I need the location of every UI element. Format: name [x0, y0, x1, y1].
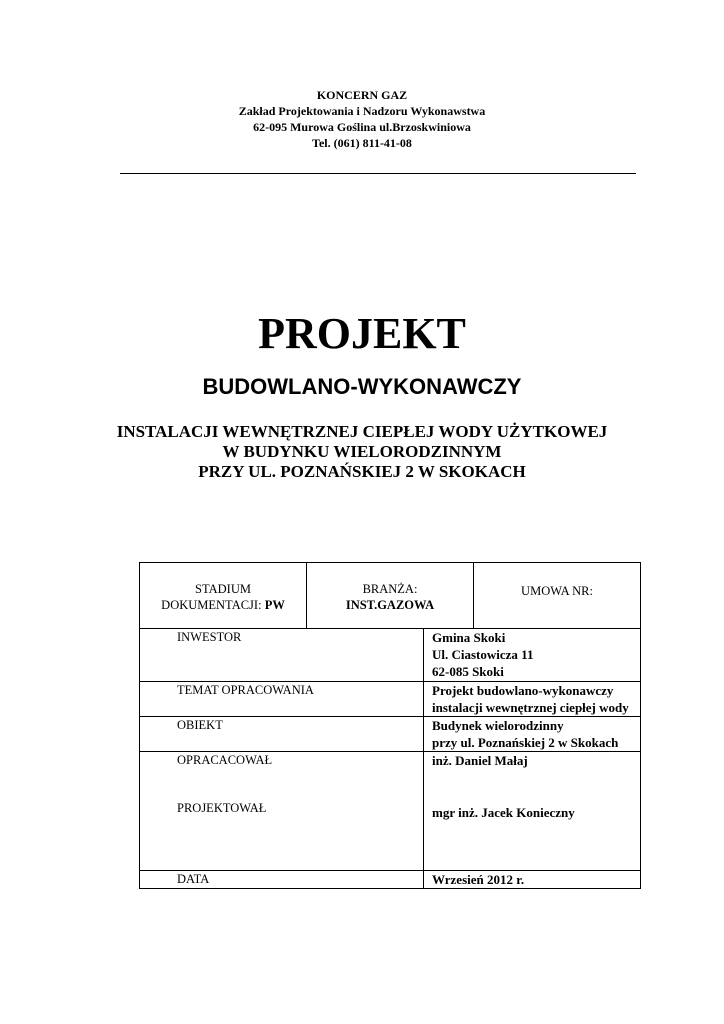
table-row: [140, 752, 641, 871]
data-value: Wrzesień 2012 r.: [424, 871, 641, 889]
umowa-label: UMOWA NR:: [521, 584, 593, 598]
opracowal-value: inż. Daniel Małaj: [432, 753, 528, 768]
metadata-row: [139, 562, 641, 628]
obiekt-line: przy ul. Poznańskiej 2 w Skokach: [432, 735, 619, 750]
table-row: [140, 871, 641, 889]
data-label: DATA: [140, 871, 424, 889]
company-department: Zakład Projektowania i Nadzoru Wykonawstwa: [238, 104, 486, 118]
branza-value: INST.GAZOWA: [345, 598, 435, 612]
company-phone: Tel. (061) 811-41-08: [312, 136, 412, 150]
obiekt-line: Budynek wielorodzinny: [432, 718, 564, 733]
inwestor-line: Ul. Ciastowicza 11: [432, 647, 534, 662]
document-title: PROJEKT: [258, 309, 466, 358]
stadium-cell: [140, 563, 306, 628]
stadium-label: STADIUM: [195, 582, 251, 596]
authors-values: [424, 752, 641, 871]
obiekt-value: [424, 717, 641, 752]
description-line: INSTALACJI WEWNĘTRZNEJ CIEPŁEJ WODY UŻYTKOWEJ: [116, 422, 608, 441]
projektowal-label: PROJEKTOWAŁ: [177, 801, 267, 815]
umowa-cell: [473, 563, 640, 628]
stadium-value: PW: [264, 598, 285, 612]
opracowal-label: OPRACACOWAŁ: [177, 753, 273, 767]
company-name: KONCERN GAZ: [316, 88, 408, 102]
description-line: W BUDYNKU WIELORODZINNYM: [222, 442, 502, 461]
table-row: [140, 717, 641, 752]
table-row: [140, 629, 641, 682]
obiekt-label: OBIEKT: [140, 717, 424, 752]
document-subtitle: BUDOWLANO-WYKONAWCZY: [202, 374, 522, 399]
branza-label: BRANŻA:: [362, 582, 418, 596]
inwestor-line: Gmina Skoki: [432, 630, 506, 645]
branza-cell: [306, 563, 473, 628]
info-table: [139, 628, 641, 889]
temat-line: instalacji wewnętrznej ciepłej wody: [432, 700, 629, 715]
temat-line: Projekt budowlano-wykonawczy: [432, 683, 614, 698]
authors-labels: [140, 752, 424, 871]
header-divider: [120, 173, 636, 174]
temat-label: TEMAT OPRACOWANIA: [140, 682, 424, 717]
table-row: [140, 682, 641, 717]
inwestor-label: INWESTOR: [140, 629, 424, 682]
inwestor-value: [424, 629, 641, 682]
company-address: 62-095 Murowa Goślina ul.Brzoskwiniowa: [253, 120, 471, 134]
description-line: PRZY UL. POZNAŃSKIEJ 2 W SKOKACH: [198, 462, 526, 481]
stadium-label-2: DOKUMENTACJI:: [161, 598, 262, 612]
inwestor-line: 62-085 Skoki: [432, 664, 504, 679]
projektowal-value: mgr inż. Jacek Konieczny: [432, 805, 575, 820]
document-description: [0, 422, 724, 482]
temat-value: [424, 682, 641, 717]
